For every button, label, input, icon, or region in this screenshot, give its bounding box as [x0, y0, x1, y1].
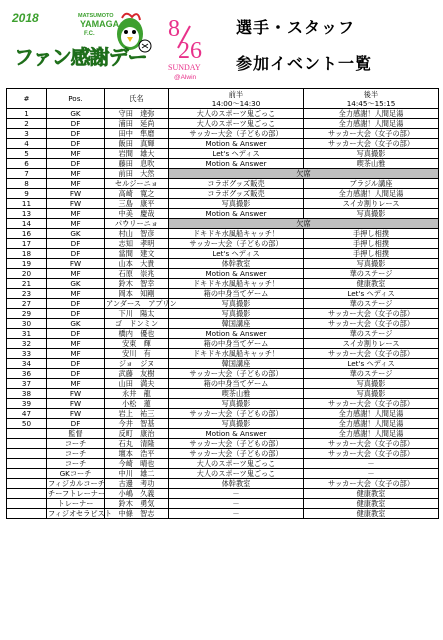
table-row: [7, 189, 439, 199]
row-position: DF: [47, 239, 105, 249]
row-first-half-event: －: [169, 499, 304, 509]
row-position: MF: [47, 169, 105, 179]
row-name: 飯田 真輝: [105, 139, 169, 149]
table-row: [7, 169, 439, 179]
header-number: #: [7, 89, 47, 109]
row-number: 9: [7, 189, 47, 199]
row-number: 27: [7, 299, 47, 309]
row-name: 山田 満夫: [105, 379, 169, 389]
row-position: DF: [47, 419, 105, 429]
row-second-half-event: 健康教室: [304, 499, 439, 509]
row-position: FW: [47, 259, 105, 269]
row-first-half-event: ドキドキ水風船キャッチ！: [169, 349, 304, 359]
row-second-half-event: サッカー大会（女子の部）: [304, 309, 439, 319]
header-first-half-time: 14:00～14:30: [211, 98, 261, 108]
row-position: DF: [47, 359, 105, 369]
row-name: 今井 智基: [105, 419, 169, 429]
row-name: 岩上 祐三: [105, 409, 169, 419]
row-number: 11: [7, 199, 47, 209]
row-first-half-event: Let's ヘディス: [169, 149, 304, 159]
row-number: 23: [7, 289, 47, 299]
table-header: [7, 89, 439, 109]
row-position: DF: [47, 139, 105, 149]
row-second-half-event: 健康教室: [304, 279, 439, 289]
row-name: 武藤 友樹: [105, 369, 169, 379]
row-name: 高崎 寛之: [105, 189, 169, 199]
row-second-half-event: サッカー大会（女子の部）: [304, 349, 439, 359]
table-row: [7, 229, 439, 239]
row-position: コーチ: [47, 439, 105, 449]
row-second-half-event: 手押し相撲: [304, 239, 439, 249]
row-number: [7, 489, 47, 499]
row-name: 志知 孝明: [105, 239, 169, 249]
row-position: チーフトレーナー: [48, 489, 106, 498]
page-header: [0, 0, 443, 84]
row-position: FW: [47, 189, 105, 199]
table-row: [7, 249, 439, 259]
row-first-half-event: 箱の中身当てゲーム: [169, 339, 304, 349]
row-first-half-event: 喫茶山雅: [169, 389, 304, 399]
row-position: MF: [47, 289, 105, 299]
row-position: GK: [47, 109, 105, 119]
row-first-half-event: 大人のスポーツ鬼ごっこ: [169, 109, 304, 119]
table-row: [7, 439, 439, 449]
row-second-half-event: 華のステージ: [304, 299, 439, 309]
row-absent: 欠席: [169, 169, 439, 179]
row-position: MF: [47, 149, 105, 159]
row-second-half-event: 健康教室: [304, 489, 439, 499]
row-position: GK: [47, 319, 105, 329]
row-first-half-event: コラボグッズ販売: [169, 189, 304, 199]
table-row: [7, 409, 439, 419]
row-name: 橋内 優也: [105, 329, 169, 339]
table-row: [7, 319, 439, 329]
row-first-half-event: Let's ヘディス: [169, 249, 304, 259]
table-row: [7, 109, 439, 119]
row-second-half-event: 健康教室: [304, 509, 439, 519]
row-position: MF: [47, 219, 105, 229]
row-absent: 欠席: [169, 219, 439, 229]
row-name: 前田 大然: [105, 169, 169, 179]
table-row: [7, 489, 439, 499]
row-first-half-event: Motion & Answer: [169, 429, 304, 439]
row-first-half-event: サッカー大会（子どもの部）: [169, 439, 304, 449]
row-name: 中川 雄二: [105, 469, 169, 479]
row-number: 18: [7, 249, 47, 259]
row-number: 29: [7, 309, 47, 319]
row-first-half-event: 写真撮影: [169, 399, 304, 409]
logo-team-line1: MATSUMOTO: [78, 13, 114, 19]
header-second-half-label: 後半: [363, 89, 379, 99]
logo-date-month: 8: [168, 16, 180, 42]
row-second-half-event: 華のステージ: [304, 269, 439, 279]
row-position: DF: [47, 129, 105, 139]
row-number: [7, 459, 47, 469]
row-position: コーチ: [47, 459, 105, 469]
logo-team-line2: YAMAGA: [80, 19, 120, 29]
row-first-half-event: 大人のスポーツ鬼ごっこ: [169, 459, 304, 469]
row-second-half-event: ブラジル講座: [304, 179, 439, 189]
row-number: 3: [7, 129, 47, 139]
header-second-half: [304, 89, 439, 109]
row-number: 20: [7, 269, 47, 279]
row-name: 今崎 晴也: [105, 459, 169, 469]
row-name: 下川 陽太: [105, 309, 169, 319]
row-second-half-event: 写真撮影: [304, 389, 439, 399]
row-first-half-event: ドキドキ水風船キャッチ！: [169, 229, 304, 239]
table-row: [7, 399, 439, 409]
event-assignment-table: [6, 88, 439, 519]
table-row: [7, 199, 439, 209]
row-second-half-event: Let's ヘディス: [304, 289, 439, 299]
row-second-half-event: サッカー大会（女子の部）: [304, 399, 439, 409]
row-number: 36: [7, 369, 47, 379]
row-first-half-event: 写真撮影: [169, 299, 304, 309]
row-name: 三島 康平: [105, 199, 169, 209]
header-second-half-time: 14:45～15:15: [346, 98, 396, 108]
row-position: MF: [47, 209, 105, 219]
row-first-half-event: 韓国講座: [169, 319, 304, 329]
table-row: [7, 149, 439, 159]
row-first-half-event: サッカー大会（子どもの部）: [169, 129, 304, 139]
row-name: 村山 智彦: [105, 229, 169, 239]
row-first-half-event: サッカー大会（子どもの部）: [169, 239, 304, 249]
row-second-half-event: 喫茶山雅: [304, 159, 439, 169]
row-second-half-event: スイカ割りレース: [304, 339, 439, 349]
table-row: [7, 459, 439, 469]
row-number: 33: [7, 349, 47, 359]
row-name: 當間 建文: [105, 249, 169, 259]
row-name: 石丸 清隆: [105, 439, 169, 449]
row-number: [7, 429, 47, 439]
row-second-half-event: －: [304, 459, 439, 469]
table-body: [7, 109, 439, 519]
row-first-half-event: 箱の中身当てゲーム: [169, 379, 304, 389]
table-row: [7, 509, 439, 519]
row-second-half-event: 全力感謝！人間足湯: [304, 409, 439, 419]
table-row: [7, 209, 439, 219]
logo-main-text: ファン感謝デー: [14, 45, 147, 69]
row-position: MF: [47, 179, 105, 189]
row-second-half-event: 写真撮影: [304, 209, 439, 219]
row-position: コーチ: [47, 449, 105, 459]
row-number: 30: [7, 319, 47, 329]
row-position: 監督: [47, 429, 105, 439]
row-name: ジョ ジヌ: [105, 359, 169, 369]
row-number: 2: [7, 119, 47, 129]
row-second-half-event: 全力感謝！人間足湯: [304, 119, 439, 129]
row-first-half-event: ドキドキ水風船キャッチ！: [169, 279, 304, 289]
table-row: [7, 239, 439, 249]
logo-year: 2018: [12, 11, 39, 25]
row-number: [7, 499, 47, 509]
table-row: [7, 419, 439, 429]
table-row: [7, 329, 439, 339]
table-row: [7, 499, 439, 509]
row-second-half-event: 写真撮影: [304, 379, 439, 389]
row-second-half-event: 全力感謝！人間足湯: [304, 429, 439, 439]
row-second-half-event: 全力感謝！人間足湯: [304, 109, 439, 119]
row-number: 19: [7, 259, 47, 269]
page-subtitle: 参加イベント一覧: [236, 54, 373, 73]
row-second-half-event: サッカー大会（女子の部）: [304, 449, 439, 459]
row-number: 1: [7, 109, 47, 119]
row-name: 鈴木 智幸: [105, 279, 169, 289]
row-first-half-event: 大人のスポーツ鬼ごっこ: [169, 469, 304, 479]
row-name: 小嶋 久義: [105, 489, 169, 499]
row-second-half-event: 華のステージ: [304, 369, 439, 379]
row-position: DF: [47, 329, 105, 339]
row-first-half-event: Motion & Answer: [169, 209, 304, 219]
row-first-half-event: サッカー大会（子どもの部）: [169, 369, 304, 379]
row-first-half-event: 写真撮影: [169, 199, 304, 209]
row-number: 17: [7, 239, 47, 249]
header-name: 氏名: [105, 89, 169, 109]
table-row: [7, 119, 439, 129]
table-row: [7, 479, 439, 489]
table-row: [7, 349, 439, 359]
row-position: フィジカルコーチ: [48, 479, 105, 488]
row-name: 守田 達弥: [105, 109, 169, 119]
row-name: 山本 大貴: [105, 259, 169, 269]
row-name: 安東 輝: [105, 339, 169, 349]
row-number: 50: [7, 419, 47, 429]
row-name: 安川 有: [105, 349, 169, 359]
row-number: 4: [7, 139, 47, 149]
table-row: [7, 219, 439, 229]
row-number: 8: [7, 179, 47, 189]
row-first-half-event: Motion & Answer: [169, 159, 304, 169]
row-second-half-event: サッカー大会（女子の部）: [304, 319, 439, 329]
page-title: 選手・スタッフ: [236, 18, 356, 37]
row-first-half-event: 箱の中身当てゲーム: [169, 289, 304, 299]
row-name: 藤田 息吹: [105, 159, 169, 169]
row-second-half-event: 全力感謝！人間足湯: [304, 189, 439, 199]
row-first-half-event: コラボグッズ販売: [169, 179, 304, 189]
row-second-half-event: サッカー大会（女子の部）: [304, 129, 439, 139]
row-name: 小松 蓮: [105, 399, 169, 409]
table-row: [7, 469, 439, 479]
row-name: 壇本 浩平: [105, 449, 169, 459]
table-row: [7, 309, 439, 319]
row-second-half-event: スイカ割りレース: [304, 199, 439, 209]
row-name: 浦田 延尚: [105, 119, 169, 129]
row-position: FW: [47, 389, 105, 399]
row-first-half-event: 大人のスポーツ鬼ごっこ: [169, 119, 304, 129]
row-name: 反町 康治: [105, 429, 169, 439]
logo-venue: @Alwin: [174, 74, 197, 81]
row-name: セルジーニョ: [105, 179, 169, 189]
row-second-half-event: －: [304, 469, 439, 479]
row-number: 21: [7, 279, 47, 289]
row-position: MF: [47, 349, 105, 359]
row-number: 38: [7, 389, 47, 399]
row-number: 37: [7, 379, 47, 389]
row-name: 永井 龍: [105, 389, 169, 399]
row-name: 古邊 考功: [105, 479, 169, 489]
row-name: 岩間 雄大: [105, 149, 169, 159]
row-position: FW: [47, 409, 105, 419]
row-name: 岡本 知剛: [105, 289, 169, 299]
header-position: Pos.: [47, 89, 105, 109]
row-number: 34: [7, 359, 47, 369]
row-number: [7, 449, 47, 459]
table-row: [7, 299, 439, 309]
row-second-half-event: 全力感謝！人間足湯: [304, 419, 439, 429]
row-position: GK: [47, 229, 105, 239]
row-position: DF: [47, 309, 105, 319]
row-first-half-event: Motion & Answer: [169, 269, 304, 279]
row-number: [7, 509, 47, 519]
row-position: MF: [47, 269, 105, 279]
table-row: [7, 369, 439, 379]
table-row: [7, 259, 439, 269]
row-first-half-event: サッカー大会（子どもの部）: [169, 449, 304, 459]
table-row: [7, 129, 439, 139]
row-first-half-event: Motion & Answer: [169, 139, 304, 149]
row-second-half-event: サッカー大会（女子の部）: [304, 479, 439, 489]
row-name: 田中 隼磨: [105, 129, 169, 139]
row-number: 13: [7, 209, 47, 219]
row-name: パウリーニョ: [105, 219, 169, 229]
page-titles: [236, 18, 372, 74]
row-position: GK: [47, 279, 105, 289]
row-position: フィジオセラピスト: [48, 509, 112, 518]
fan-day-logo: [8, 6, 208, 82]
row-first-half-event: －: [169, 489, 304, 499]
table-row: [7, 429, 439, 439]
logo-day-of-week: SUNDAY: [168, 63, 201, 72]
row-name: 鈴木 勇気: [105, 499, 169, 509]
row-number: 14: [7, 219, 47, 229]
row-position: DF: [47, 299, 105, 309]
row-second-half-event: 手押し相撲: [304, 249, 439, 259]
row-second-half-event: 写真撮影: [304, 259, 439, 269]
row-second-half-event: 華のステージ: [304, 329, 439, 339]
row-second-half-event: Let's ヘディス: [304, 359, 439, 369]
row-number: 7: [7, 169, 47, 179]
row-number: 16: [7, 229, 47, 239]
row-position: DF: [47, 369, 105, 379]
table-row: [7, 159, 439, 169]
row-number: [7, 439, 47, 449]
row-first-half-event: －: [169, 509, 304, 519]
row-number: [7, 469, 47, 479]
row-first-half-event: 韓国講座: [169, 359, 304, 369]
row-position: DF: [47, 119, 105, 129]
row-name: 石原 崇兆: [105, 269, 169, 279]
row-second-half-event: サッカー大会（女子の部）: [304, 439, 439, 449]
row-first-half-event: 写真撮影: [169, 309, 304, 319]
row-first-half-event: サッカー大会（子どもの部）: [169, 409, 304, 419]
logo-date-day: 26: [178, 38, 202, 64]
row-position: FW: [47, 399, 105, 409]
table-row: [7, 279, 439, 289]
row-second-half-event: サッカー大会（女子の部）: [304, 139, 439, 149]
row-number: 31: [7, 329, 47, 339]
row-number: 5: [7, 149, 47, 159]
table-row: [7, 449, 439, 459]
row-position: トレーナー: [47, 499, 105, 509]
row-position: MF: [47, 379, 105, 389]
header-first-half: [169, 89, 304, 109]
row-position: GKコーチ: [47, 469, 105, 479]
table-row: [7, 139, 439, 149]
row-first-half-event: 写真撮影: [169, 419, 304, 429]
row-number: [7, 479, 47, 489]
row-second-half-event: 手押し相撲: [304, 229, 439, 239]
row-position: MF: [47, 339, 105, 349]
table-row: [7, 359, 439, 369]
row-number: 6: [7, 159, 47, 169]
header-first-half-label: 前半: [228, 89, 244, 99]
row-number: 32: [7, 339, 47, 349]
table-row: [7, 339, 439, 349]
row-position: DF: [47, 159, 105, 169]
row-position: DF: [47, 249, 105, 259]
row-first-half-event: 体幹教室: [169, 479, 304, 489]
row-number: 39: [7, 399, 47, 409]
row-second-half-event: 写真撮影: [304, 149, 439, 159]
table-row: [7, 379, 439, 389]
row-name: ゴ ドンミン: [105, 319, 169, 329]
table-row: [7, 289, 439, 299]
row-name: 中美 慶哉: [105, 209, 169, 219]
row-position: FW: [47, 199, 105, 209]
row-name: 中條 智志: [105, 509, 169, 519]
row-first-half-event: 体幹教室: [169, 259, 304, 269]
table-row: [7, 389, 439, 399]
row-name: アンダース アプリン: [106, 299, 177, 308]
logo-team-line3: F.C.: [84, 31, 95, 37]
row-number: 47: [7, 409, 47, 419]
row-first-half-event: Motion & Answer: [169, 329, 304, 339]
table-row: [7, 269, 439, 279]
table-row: [7, 179, 439, 189]
